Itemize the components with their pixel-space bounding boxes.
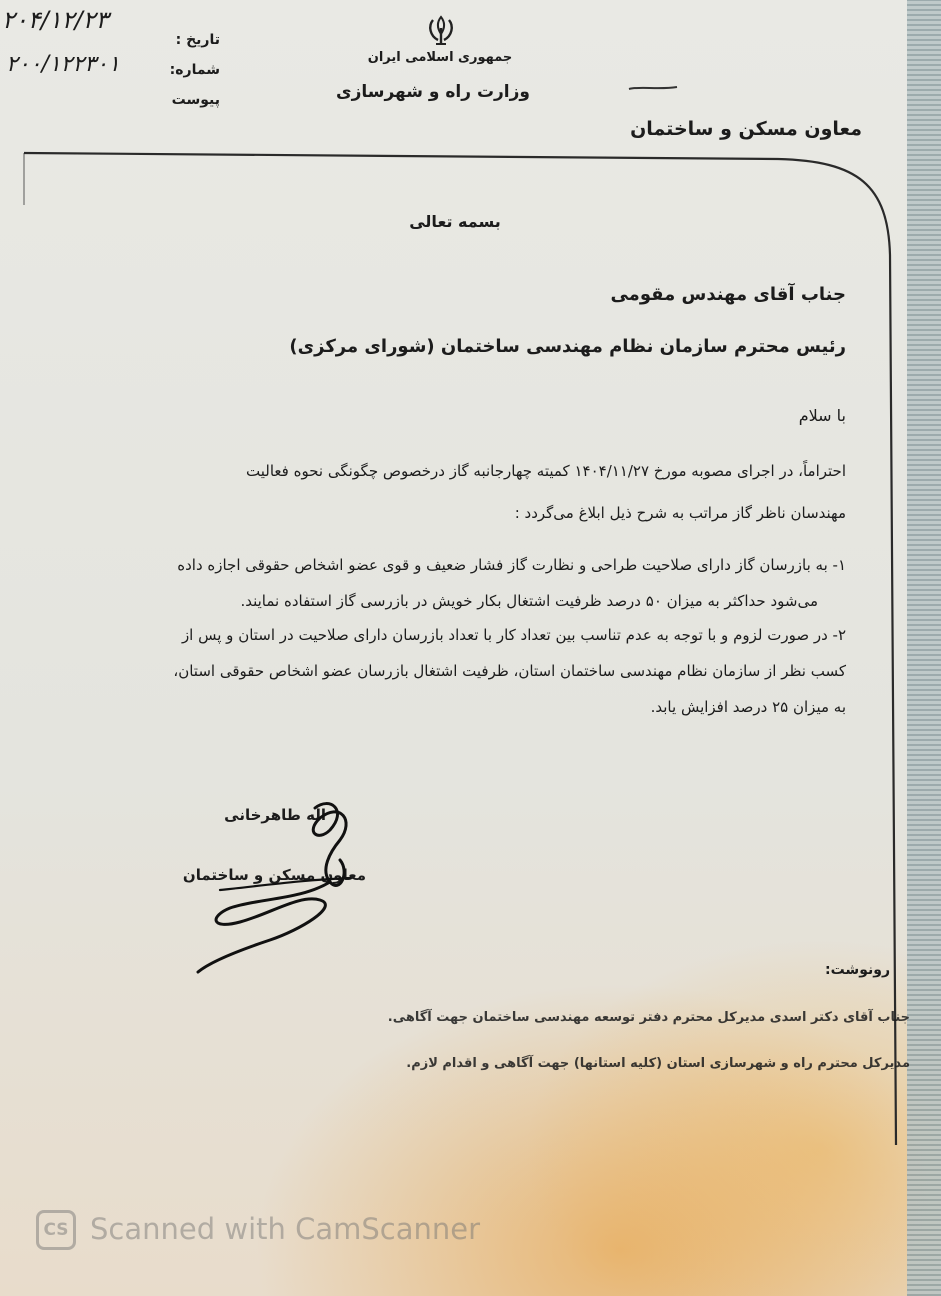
date-value: ۲۰۴/۱۲/۲۳: [2, 6, 109, 34]
item-line: ۱- به بازرسان گاز دارای صلاحیت طراحی و نظارت گاز فشار ضعیف و قوی عضو اشخاص حقوقی اجازه داده: [177, 556, 846, 574]
number-label: شماره:: [169, 62, 220, 78]
item-line: به میزان ۲۵ درصد افزایش یابد.: [650, 698, 846, 716]
recipient-title: رئیس محترم سازمان نظام مهندسی ساختمان (شورای مرکزی): [289, 336, 846, 357]
signer-name: اله طاهرخانی: [224, 806, 326, 824]
pen-dash-mark: [628, 84, 678, 92]
basmala-heading: بسمه تعالی: [409, 212, 501, 231]
watermark-text: Scanned with CamScanner: [90, 1212, 481, 1246]
cc-line: جناب آقای دکتر اسدی مدیرکل محترم دفتر توسعه مهندسی ساختمان جهت آگاهی.: [387, 1010, 910, 1025]
ministry-name: وزارت راه و شهرسازی: [335, 82, 530, 102]
body-line: احتراماً، در اجرای مصوبه مورخ ۱۴۰۴/۱۱/۲۷ کمیته چهارجانبه گاز درخصوص چگونگی نحوه فعالیت: [246, 462, 846, 480]
camscanner-watermark: [36, 1208, 496, 1252]
country-name: جمهوری اسلامی ایران: [367, 50, 513, 65]
recipient-name: جناب آقای مهندس مقومی: [610, 284, 846, 305]
iran-emblem-icon: [424, 14, 458, 48]
date-label: تاریخ :: [175, 32, 220, 48]
deputy-heading: معاون مسکن و ساختمان: [630, 118, 862, 140]
cc-line: مدیرکل محترم راه و شهرسازی استان (کلیه استانها) جهت آگاهی و اقدام لازم.: [406, 1056, 910, 1071]
attachment-label: پیوست: [171, 92, 220, 108]
body-line: مهندسان ناظر گاز مراتب به شرح ذیل ابلاغ می‌گردد :: [514, 504, 846, 522]
scan-edge-strip: [907, 0, 941, 1296]
signer-title: معاون مسکن و ساختمان: [182, 866, 366, 884]
camscanner-logo-icon: CS: [36, 1210, 76, 1250]
number-value: ۲۰۰/۱۲۲۳۰۱: [6, 52, 120, 77]
item-line: ۲- در صورت لزوم و با توجه به عدم تناسب بین تعداد کار با تعداد بازرسان دارای صلاحیت در استان و پس از: [181, 626, 846, 644]
item-line: می‌شود حداکثر به میزان ۵۰ درصد ظرفیت اشتغال بکار خویش در بازرسی گاز استفاده نمایند.: [240, 592, 818, 610]
item-line: کسب نظر از سازمان نظام مهندسی ساختمان استان، ظرفیت اشتغال بازرسان عضو اشخاص حقوقی استان،: [173, 662, 846, 680]
handwritten-signature: [180, 790, 390, 980]
cc-title: رونوشت:: [825, 962, 890, 978]
greeting: با سلام: [798, 406, 846, 425]
